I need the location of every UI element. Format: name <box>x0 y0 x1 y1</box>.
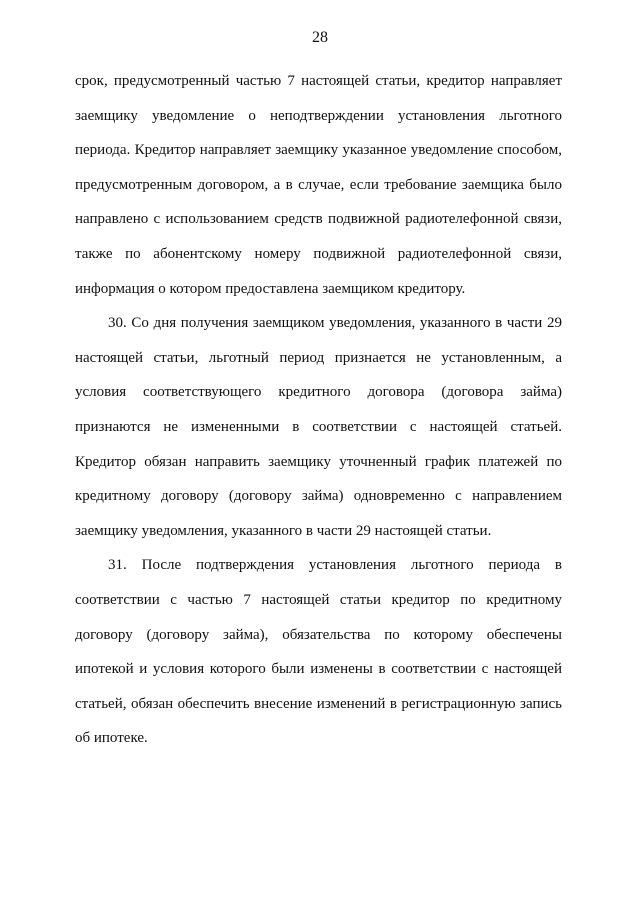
paragraph-30: 30. Со дня получения заемщиком уведомления, указанного в части 29 настоящей статьи, льготный период признается не установленным, а условия соответствующего кредитного договора (договора займа) признаются не измененными в соответствии с настоящей статьей. Кредитор обязан направить заемщику уточненный график платежей по кредитному договору (договору займа) одновременно с направлением заемщику уведомления, указанного в части 29 настоящей статьи. <box>75 315 562 539</box>
page-number: 28 <box>312 29 328 46</box>
document-body <box>75 64 562 756</box>
paragraph-31: 31. После подтверждения установления льготного периода в соответствии с частью 7 настоящей статьи кредитор по кредитному договору (договору займа), обязательства по которому обеспечены ипотекой и условия которого были изменены в соответствии с настоящей статьей, обязан обеспечить внесение изменений в регистрационную запись об ипотеке. <box>75 557 562 747</box>
paragraph-continuation: срок, предусмотренный частью 7 настоящей статьи, кредитор направляет заемщику уведомление о неподтверждении установления льготного периода. Кредитор направляет заемщику указанное уведомление способом, предусмотренным договором, а в случае, если требование заемщика было направлено с использованием средств подвижной радиотелефонной связи, также по абонентскому номеру подвижной радиотелефонной связи, информация о котором предоставлена заемщиком кредитору. <box>75 73 562 297</box>
